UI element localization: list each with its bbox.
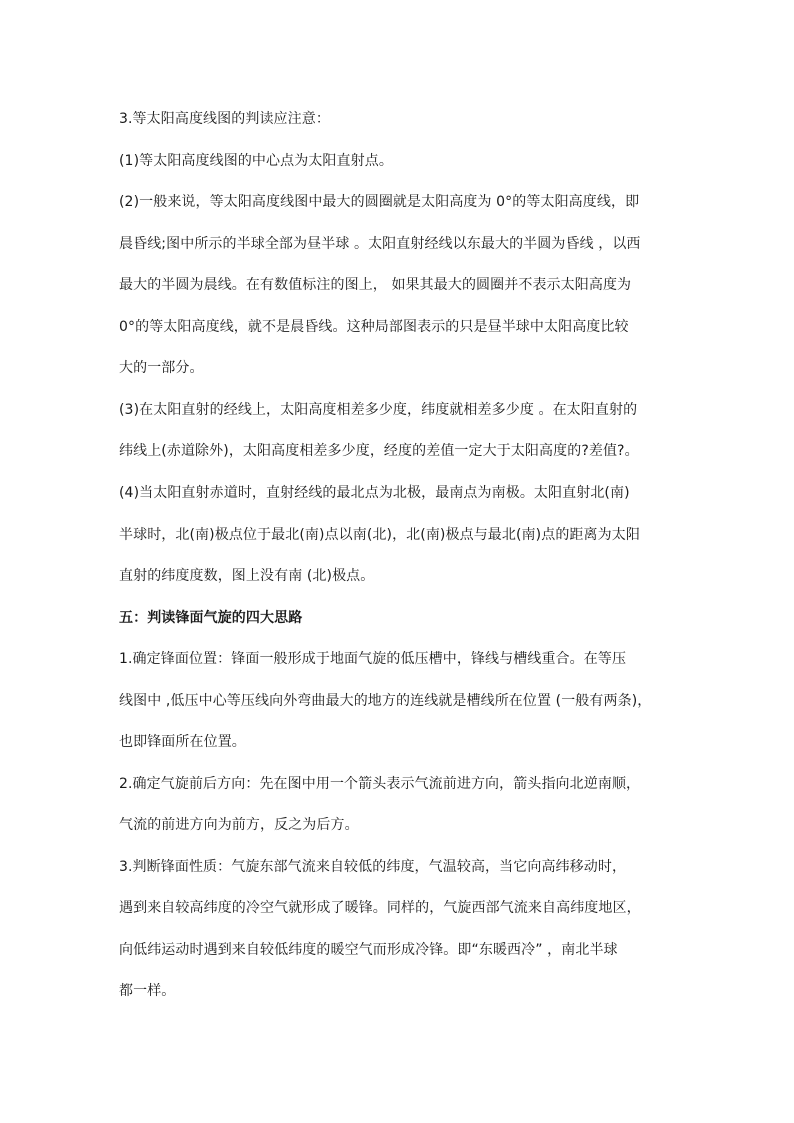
text-line: 3.判断锋面性质：气旋东部气流来自较低的纬度，气温较高，当它向高纬移动时， <box>119 859 627 875</box>
text-line: 也即锋面所在位置。 <box>119 734 246 750</box>
text-line: (1)等太阳高度线图的中心点为太阳直射点。 <box>119 153 393 169</box>
text-line: 最大的半圆为晨线。在有数值标注的图上， 如果其最大的圆圈并不表示太阳高度为 <box>119 277 632 293</box>
text-line: 向低纬运动时遇到来自较低纬度的暖空气而形成冷锋。即“东暖西冷” ，南北半球 <box>119 942 618 958</box>
text-line: 气流的前进方向为前方，反之为后方。 <box>119 817 359 833</box>
text-line: 半球时，北(南)极点位于最北(南)点以南(北)，北(南)极点与最北(南)点的距离为太阳 <box>119 527 640 543</box>
text-line: (2)一般来说，等太阳高度线图中最大的圆圈就是太阳高度为 0°的等太阳高度线，即 <box>119 194 640 210</box>
text-line: (4)当太阳直射赤道时，直射经线的最北点为北极，最南点为南极。太阳直射北(南) <box>119 485 630 501</box>
text-line: 纬线上(赤道除外)，太阳高度相差多少度，经度的差值一定大于太阳高度的?差值?。 <box>119 443 639 459</box>
text-line: 都一样。 <box>119 983 176 999</box>
text-line: 3.等太阳高度线图的判读应注意： <box>119 111 330 127</box>
text-line: 直射的纬度度数，图上没有南 (北)极点。 <box>119 568 375 584</box>
section-heading: 五：判读锋面气旋的四大思路 <box>119 610 303 626</box>
text-line: 2.确定气旋前后方向：先在图中用一个箭头表示气流前进方向，箭头指向北逆南顺， <box>119 776 641 792</box>
text-line: 遇到来自较高纬度的冷空气就形成了暖锋。同样的，气旋西部气流来自高纬度地区， <box>119 900 641 916</box>
text-line: 0°的等太阳高度线，就不是晨昏线。这种局部图表示的只是昼半球中太阳高度比较 <box>119 319 629 335</box>
text-line: 晨昏线;图中所示的半球全部为昼半球 。太阳直射经线以东最大的半圆为昏线 ，以西 <box>119 236 641 252</box>
text-line: 1.确定锋面位置：锋面一般形成于地面气旋的低压槽中，锋线与槽线重合。在等压 <box>119 651 627 667</box>
text-line: 线图中 ,低压中心等压线向外弯曲最大的地方的连线就是槽线所在位置 (一般有两条)， <box>119 693 652 709</box>
text-line: 大的一部分。 <box>119 360 204 376</box>
text-line: (3)在太阳直射的经线上，太阳高度相差多少度，纬度就相差多少度 。在太阳直射的 <box>119 402 638 418</box>
